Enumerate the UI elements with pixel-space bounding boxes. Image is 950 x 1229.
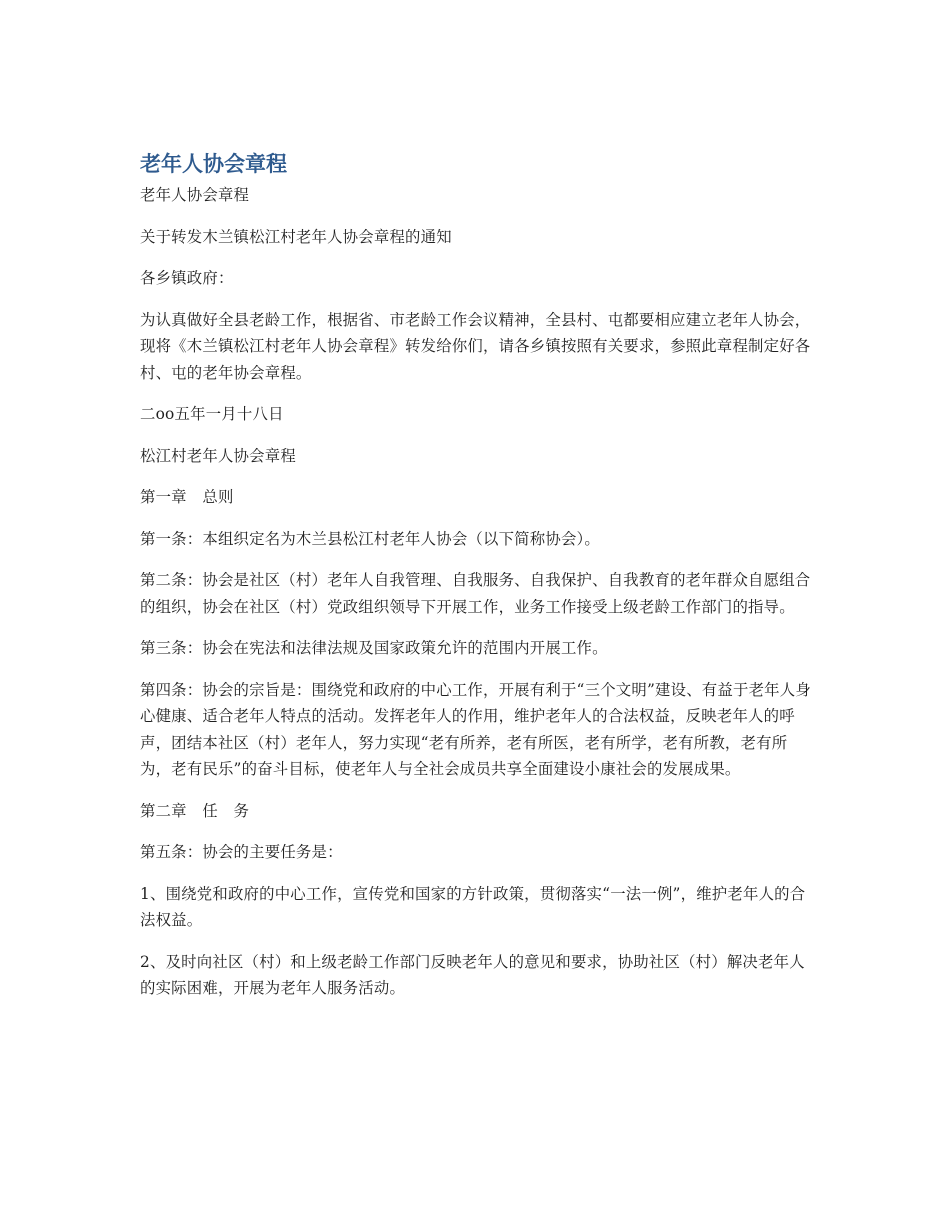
article-2: 第二条：协会是社区（村）老年人自我管理、自我服务、自我保护、自我教育的老年群众自愿组合的组织，协会在社区（村）党政组织领导下开展工作，业务工作接受上级老龄工作部门的指导。	[140, 571, 811, 616]
paragraph-notice-body: 为认真做好全县老龄工作，根据省、市老龄工作会议精神，全县村、屯都要相应建立老年人协会，现将《木兰镇松江村老年人协会章程》转发给你们，请各乡镇按照有关要求，参照此章程制定好各村、屯的老年协会章程。	[140, 310, 811, 382]
article-4: 第四条：协会的宗旨是：围绕党和政府的中心工作，开展有利于“三个文明”建设、有益于老年人身心健康、适合老年人特点的活动。发挥老年人的作用，维护老年人的合法权益，反映老年人的呼声，团结本社区（村）老年人，努力实现“老有所养，老有所医，老有所学，老有所教，老有所为，老有民乐”的奋斗目标，使老年人与全社会成员共享全面建设小康社会的发展成果。	[140, 680, 811, 778]
chapter-heading-2: 第二章 任 务	[140, 801, 250, 820]
article-5: 第五条：协会的主要任务是：	[140, 843, 343, 861]
paragraph-subtitle: 老年人协会章程	[140, 186, 250, 204]
paragraph-salutation: 各乡镇政府：	[140, 269, 234, 287]
paragraph-notice-title: 关于转发木兰镇松江村老年人协会章程的通知	[140, 227, 452, 246]
chapter-heading-1: 第一章 总则	[140, 488, 234, 506]
task-item-1: 1、围绕党和政府的中心工作，宣传党和国家的方针政策，贯彻落实“一法一例”，维护老年人的合法权益。	[140, 884, 806, 929]
article-3: 第三条：协会在宪法和法律法规及国家政策允许的范围内开展工作。	[140, 639, 608, 657]
article-1: 第一条：本组织定名为木兰县松江村老年人协会（以下简称协会）。	[140, 529, 601, 548]
document-title: 老年人协会章程	[140, 152, 287, 176]
paragraph-date: 二oo五年一月十八日	[140, 405, 284, 423]
document-page	[140, 148, 812, 1017]
paragraph-charter-title: 松江村老年人协会章程	[140, 446, 296, 465]
task-item-2: 2、及时向社区（村）和上级老龄工作部门反映老年人的意见和要求，协助社区（村）解决老年人的实际困难，开展为老年人服务活动。	[140, 952, 805, 997]
